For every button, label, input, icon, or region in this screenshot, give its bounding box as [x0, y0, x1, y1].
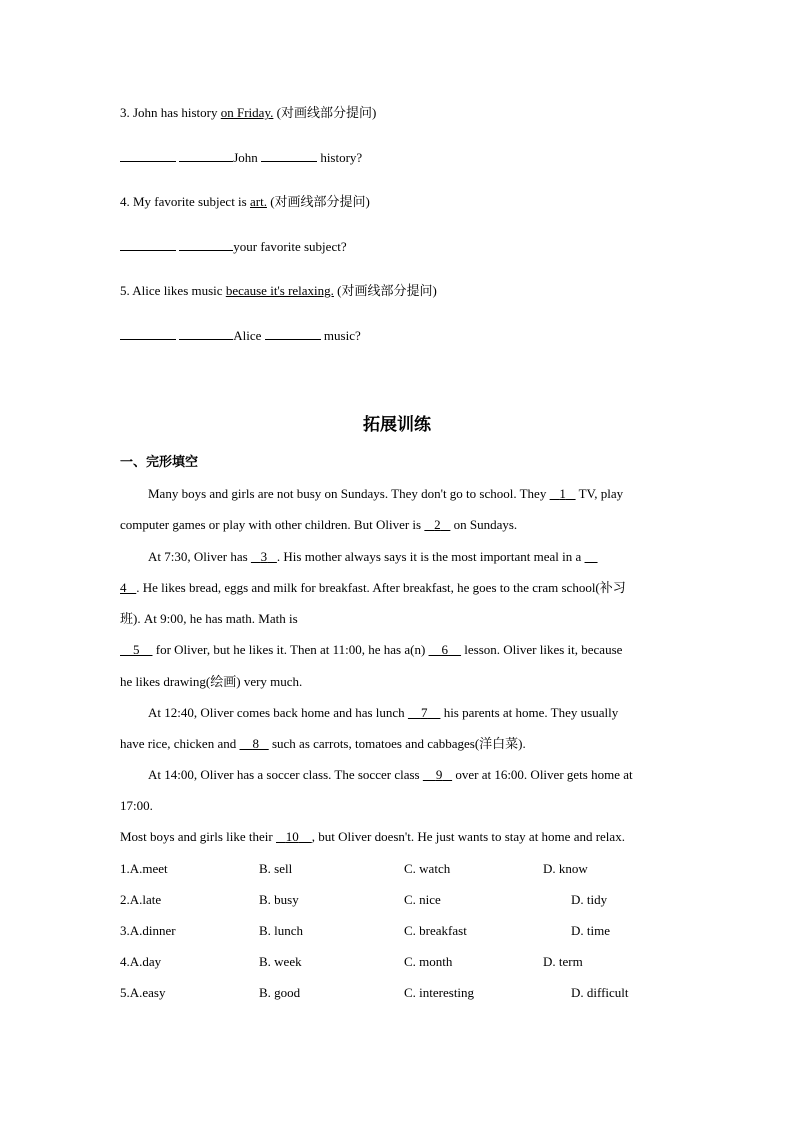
option-b[interactable]: B. busy	[259, 892, 299, 907]
option-a[interactable]: 2.A.late	[120, 892, 162, 907]
blank-9[interactable]: 9	[435, 767, 443, 782]
blank-10[interactable]: 10	[285, 829, 299, 844]
question-instruction: (对画线部分提问)	[273, 105, 377, 120]
passage-line: At 12:40, Oliver comes back home and has lunch 7 his parents at home. They usually	[148, 705, 619, 720]
option-d[interactable]: D. know	[543, 861, 588, 876]
option-c[interactable]: C. watch	[404, 861, 451, 876]
answer-word: music?	[320, 328, 361, 343]
answer-line-3	[120, 149, 362, 166]
question-instruction: (对画线部分提问)	[333, 283, 437, 298]
passage-line: 17:00.	[120, 798, 153, 813]
option-c[interactable]: C. interesting	[404, 985, 475, 1000]
passage-line: Many boys and girls are not busy on Sundays. They don't go to school. They 1 TV, play	[148, 486, 624, 501]
question-number: 4.	[120, 194, 130, 209]
passage-line: At 14:00, Oliver has a soccer class. The soccer class 9 over at 16:00. Oliver gets home at	[148, 767, 633, 782]
option-a[interactable]: 3.A.dinner	[120, 923, 176, 938]
answer-line-4	[120, 238, 347, 255]
question-5	[120, 283, 437, 299]
option-d[interactable]: D. difficult	[571, 985, 629, 1000]
answer-blank[interactable]	[179, 149, 233, 162]
passage-line: computer games or play with other children. But Oliver is 2 on Sundays.	[120, 517, 518, 532]
blank-1[interactable]: 1	[559, 486, 566, 501]
passage-line: At 7:30, Oliver has 3 . His mother always says it is the most important meal in a	[148, 549, 708, 565]
option-b[interactable]: B. lunch	[259, 923, 304, 938]
blank-3[interactable]: 3	[260, 549, 268, 564]
underlined-part: because it's relaxing.	[225, 283, 334, 298]
passage-line: Most boys and girls like their 10 , but Oliver doesn't. He just wants to stay at home and relax.	[120, 829, 625, 844]
question-number: 3.	[120, 105, 130, 120]
passage-line: have rice, chicken and 8 such as carrots, tomatoes and cabbages(洋白菜).	[120, 736, 526, 751]
option-c[interactable]: C. breakfast	[404, 923, 467, 938]
passage-line: he likes drawing(绘画) very much.	[120, 674, 303, 689]
question-3	[120, 105, 376, 121]
blank-4-start[interactable]	[585, 549, 598, 564]
passage-line: 班). At 9:00, he has math. Math is	[120, 611, 298, 626]
blank-2[interactable]: 2	[434, 517, 441, 532]
blank-7[interactable]: 7	[420, 705, 428, 720]
part-title: 一、完形填空	[120, 455, 199, 470]
option-b[interactable]: B. week	[259, 954, 302, 969]
answer-line-5	[120, 327, 361, 344]
blank-8[interactable]: 8	[252, 736, 259, 751]
option-d[interactable]: D. term	[543, 954, 583, 969]
answer-blank[interactable]	[261, 149, 317, 162]
passage-line: 4 . He likes bread, eggs and milk for breakfast. After breakfast, he goes to the cram school(补习	[120, 580, 626, 595]
question-4	[120, 194, 370, 210]
answer-blank[interactable]	[120, 327, 176, 340]
option-b[interactable]: B. good	[259, 985, 301, 1000]
option-d[interactable]: D. tidy	[571, 892, 608, 907]
answer-blank[interactable]	[265, 327, 321, 340]
underlined-part: art.	[249, 194, 267, 209]
question-text: Alice likes music	[132, 283, 226, 298]
question-number: 5.	[120, 283, 130, 298]
answer-word: your favorite subject?	[233, 239, 347, 254]
option-a[interactable]: 4.A.day	[120, 954, 162, 969]
answer-blank[interactable]	[179, 327, 233, 340]
option-d[interactable]: D. time	[571, 923, 610, 938]
answer-blank[interactable]	[179, 238, 233, 251]
answer-word: John	[233, 150, 258, 165]
answer-blank[interactable]	[120, 149, 176, 162]
answer-blank[interactable]	[120, 238, 176, 251]
question-text: My favorite subject is	[133, 194, 250, 209]
blank-5[interactable]: 5	[133, 642, 140, 657]
option-c[interactable]: C. nice	[404, 892, 441, 907]
blank-4[interactable]: 4	[120, 580, 127, 595]
option-a[interactable]: 5.A.easy	[120, 985, 166, 1000]
option-b[interactable]: B. sell	[259, 861, 293, 876]
underlined-part: on Friday.	[220, 105, 274, 120]
section-title: 拓展训练	[363, 415, 431, 435]
blank-6[interactable]: 6	[441, 642, 449, 657]
option-a[interactable]: 1.A.meet	[120, 861, 168, 876]
option-c[interactable]: C. month	[404, 954, 453, 969]
question-text: John has history	[133, 105, 221, 120]
answer-word: history?	[317, 150, 363, 165]
passage-line: 5 for Oliver, but he likes it. Then at 11:00, he has a(n) 6 lesson. Oliver likes it, because	[120, 642, 680, 658]
answer-word: Alice	[233, 328, 262, 343]
question-instruction: (对画线部分提问)	[266, 194, 370, 209]
